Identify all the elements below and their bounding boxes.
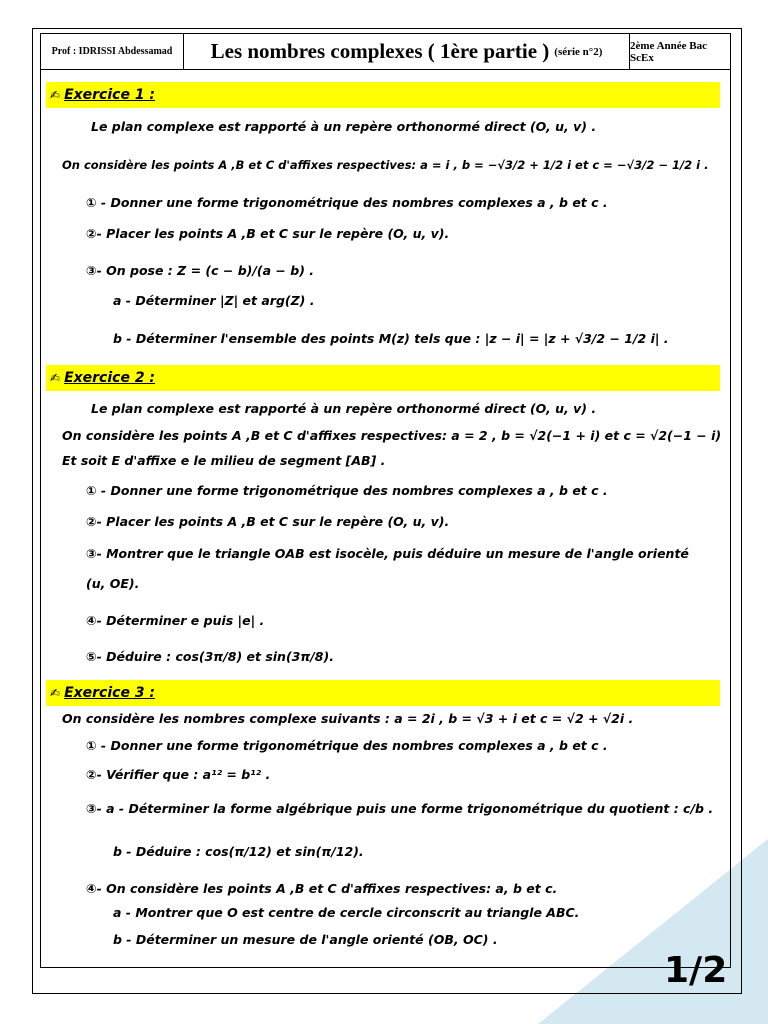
ex3-line-2: ① - Donner une forme trigonométrique des nombres complexes a , b et c . bbox=[86, 738, 608, 753]
pencil-hand-icon: ✍ bbox=[50, 686, 61, 700]
ex2-line-8: ④- Déterminer e puis |e| . bbox=[86, 613, 265, 628]
ex2-line-5: ②- Placer les points A ,B et C sur le repère (O, u, v). bbox=[86, 514, 450, 529]
ex2-line-1: Le plan complexe est rapporté à un repère orthonormé direct (O, u, v) . bbox=[91, 401, 597, 416]
ex1-line-4: ②- Placer les points A ,B et C sur le repère (O, u, v). bbox=[86, 226, 450, 241]
pencil-hand-icon: ✍ bbox=[50, 371, 61, 385]
ex3-line-1: On considère les nombres complexe suivants : a = 2i , b = √3 + i et c = √2 + √2i . bbox=[62, 711, 634, 726]
ex3-line-3: ②- Vérifier que : a¹² = b¹² . bbox=[86, 767, 271, 782]
ex1-line-6: a - Déterminer |Z| et arg(Z) . bbox=[113, 293, 315, 308]
header-table bbox=[40, 33, 731, 69]
ex1-line-1: Le plan complexe est rapporté à un repère orthonormé direct (O, u, v) . bbox=[91, 119, 597, 134]
ex2-line-6: ③- Montrer que le triangle OAB est isocèle, puis déduire un mesure de l'angle orienté bbox=[86, 546, 689, 561]
ex1-line-2: On considère les points A ,B et C d'affixes respectives: a = i , b = −√3/2 + 1/2 i et c = −√3/2 − 1/2 i . bbox=[62, 158, 709, 172]
ex3-line-7: a - Montrer que O est centre de cercle circonscrit au triangle ABC. bbox=[113, 905, 580, 920]
ex2-line-4: ① - Donner une forme trigonométrique des nombres complexes a , b et c . bbox=[86, 483, 608, 498]
ex3-line-5: b - Déduire : cos(π/12) et sin(π/12). bbox=[113, 844, 364, 859]
exercise-2-heading bbox=[46, 365, 720, 391]
ex2-line-9: ⑤- Déduire : cos(3π/8) et sin(3π/8). bbox=[86, 649, 334, 664]
header-prof: Prof : IDRISSI Abdessamad bbox=[41, 34, 184, 69]
ex1-line-7: b - Déterminer l'ensemble des points M(z) tels que : |z − i| = |z + √3/2 − 1/2 i| . bbox=[113, 331, 669, 346]
ex3-line-8: b - Déterminer un mesure de l'angle orienté (OB, OC) . bbox=[113, 932, 498, 947]
exercise-1-title: Exercice 1 : bbox=[64, 87, 156, 103]
ex2-line-7: (u, OE). bbox=[86, 576, 140, 591]
ex2-line-3: Et soit E d'affixe e le milieu de segment [AB] . bbox=[62, 453, 386, 468]
ex3-line-6: ④- On considère les points A ,B et C d'affixes respectives: a, b et c. bbox=[86, 881, 558, 896]
ex1-line-3: ① - Donner une forme trigonométrique des nombres complexes a , b et c . bbox=[86, 195, 608, 210]
header-level: 2ème Année Bac ScEx bbox=[630, 39, 707, 64]
header-serie: (série n°2) bbox=[554, 45, 603, 58]
exercise-3-heading bbox=[46, 680, 720, 706]
exercise-3-title: Exercice 3 : bbox=[64, 685, 156, 701]
ex1-line-5: ③- On pose : Z = (c − b)/(a − b) . bbox=[86, 263, 315, 278]
ex3-line-4: ③- a - Déterminer la forme algébrique puis une forme trigonométrique du quotient : c/b . bbox=[86, 801, 714, 816]
exercise-1-heading bbox=[46, 82, 720, 108]
exercise-2-title: Exercice 2 : bbox=[64, 370, 156, 386]
pencil-hand-icon: ✍ bbox=[50, 88, 61, 102]
header-title-cell bbox=[184, 34, 630, 69]
ex2-line-2: On considère les points A ,B et C d'affixes respectives: a = 2 , b = √2(−1 + i) et c = √2(−1 − i) bbox=[62, 428, 722, 443]
header-title: Les nombres complexes ( 1ère partie ) bbox=[210, 39, 550, 63]
page-number: 1/2 bbox=[664, 950, 728, 991]
